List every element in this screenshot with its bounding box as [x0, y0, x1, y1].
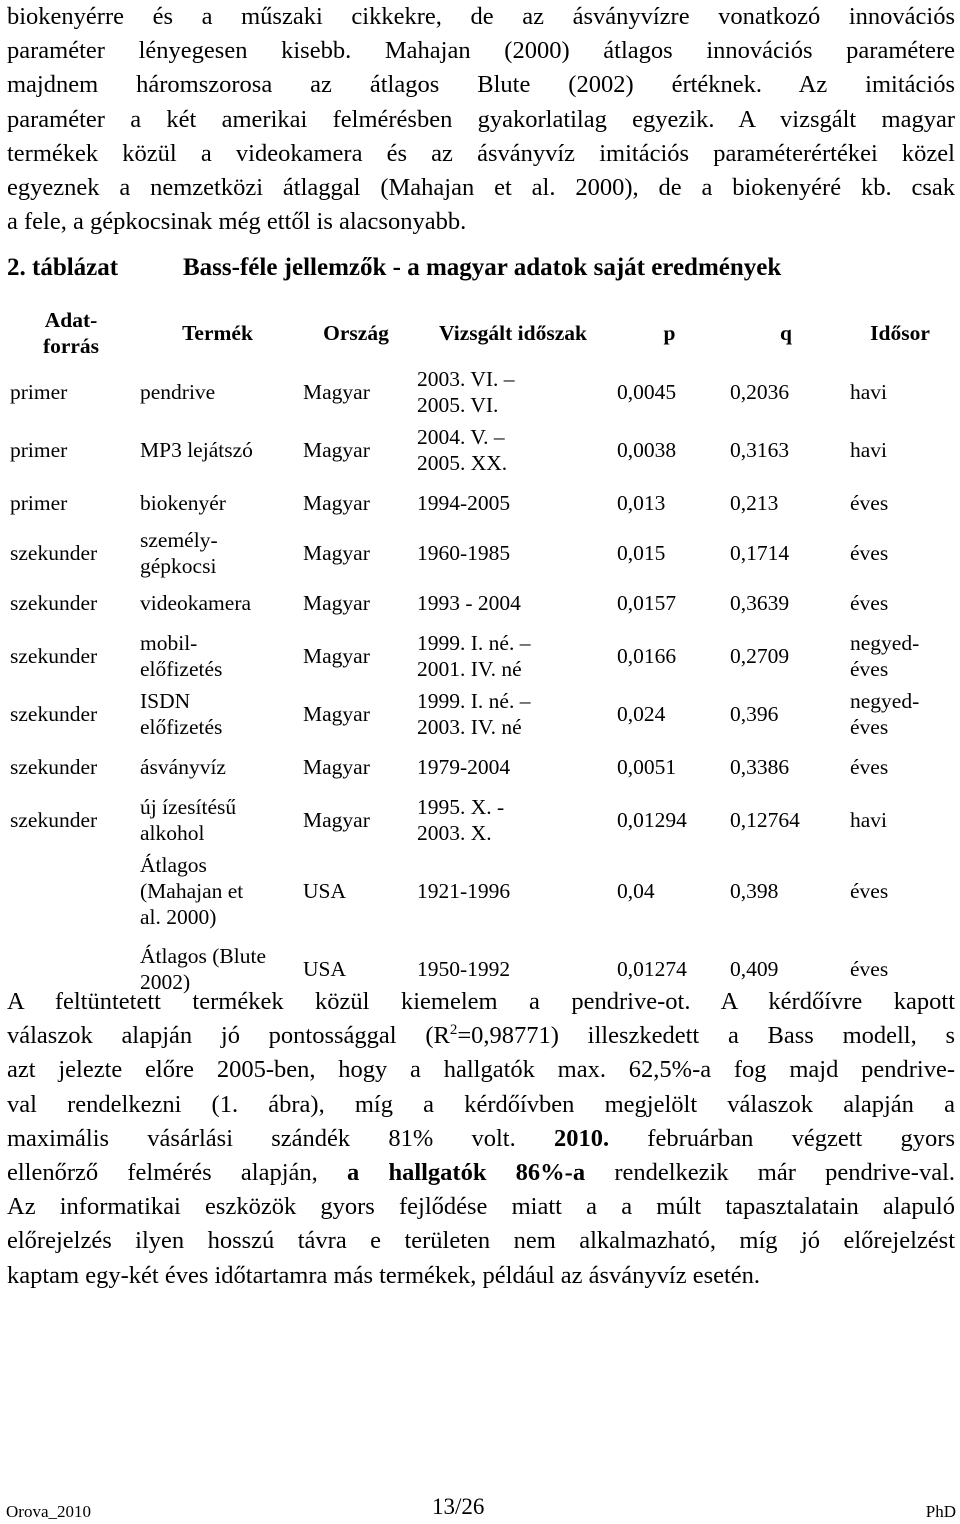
cell-source: primer — [10, 380, 68, 404]
conclusion-paragraph — [7, 985, 955, 1293]
header-q: q — [780, 321, 792, 345]
cell-q: 0,2709 — [730, 644, 790, 668]
cell-product: új ízesítésű alkohol — [140, 795, 237, 845]
cell-period: 1993 - 2004 — [417, 591, 521, 615]
cell-p: 0,0038 — [617, 438, 677, 462]
cell-country: Magyar — [303, 808, 370, 832]
bass-parameters-table — [6, 303, 954, 1005]
intro-line: biokenyérre és a műszaki cikkekre, de az ásványvízre vonatkozó innovációs — [7, 3, 955, 30]
cell-product: ásványvíz — [140, 755, 226, 779]
cell-source: szekunder — [10, 702, 98, 726]
cell-q: 0,3639 — [730, 591, 790, 615]
page-number: 13/26 — [432, 1494, 485, 1519]
cell-period: 1979-2004 — [417, 755, 511, 779]
cell-product: videokamera — [140, 591, 252, 615]
cell-series: havi — [850, 808, 888, 832]
cell-country: Magyar — [303, 644, 370, 668]
table-row — [6, 421, 954, 479]
table-number: 2. táblázat — [7, 254, 119, 281]
cell-series: éves — [850, 491, 889, 515]
cell-country: USA — [303, 957, 347, 981]
cell-p: 0,04 — [617, 879, 655, 903]
cell-source: szekunder — [10, 755, 98, 779]
cell-q: 0,1714 — [730, 541, 790, 565]
header-country: Ország — [323, 321, 389, 345]
cell-period: 1995. X. - 2003. X. — [417, 795, 505, 845]
cell-source: szekunder — [10, 808, 98, 832]
conclusion-line — [7, 1019, 955, 1053]
footer-author: Orova_2010 — [6, 1502, 91, 1521]
cell-product: pendrive — [140, 380, 216, 404]
conclusion-text: =0,98771) illeszkedett a Bass modell, s — [457, 1022, 955, 1050]
cell-source: szekunder — [10, 541, 98, 565]
intro-line: paraméter lényegesen kisebb. Mahajan (2000) átlagos innovációs paramétere — [7, 37, 955, 65]
cell-period: 1999. I. né. – 2001. IV. né — [417, 631, 531, 681]
cell-period: 1994-2005 — [417, 491, 511, 515]
cell-product: Átlagos (Mahajan et al. 2000) — [140, 853, 244, 929]
header-product: Termék — [182, 321, 253, 345]
cell-product: mobil- előfizetés — [140, 631, 223, 681]
table-row — [6, 627, 954, 685]
cell-q: 0,3163 — [730, 438, 790, 462]
cell-country: Magyar — [303, 755, 370, 779]
cell-country: Magyar — [303, 438, 370, 462]
conclusion-line: előrejelzés ilyen hosszú távra e területen nem alkalmazható, míg jó előrejelzést — [7, 1227, 955, 1255]
cell-series: éves — [850, 755, 889, 779]
cell-series: havi — [850, 380, 888, 404]
table-header-row — [6, 303, 954, 363]
cell-p: 0,0157 — [617, 591, 677, 615]
cell-p: 0,013 — [617, 491, 666, 515]
bold-year: 2010. — [553, 1124, 610, 1152]
conclusion-line: A feltüntetett termékek közül kiemelem a pendrive-ot. A kérdőívre kapott — [7, 988, 955, 1015]
header-series: Idősor — [870, 321, 930, 345]
cell-product: ISDN előfizetés — [140, 689, 223, 739]
table-row — [6, 479, 954, 527]
intro-line: a fele, a gépkocsinak még ettől is alacsonyabb. — [7, 208, 467, 236]
cell-period: 2003. VI. – 2005. VI. — [417, 367, 515, 417]
intro-line: majdnem háromszorosa az átlagos Blute (2002) értéknek. Az imitációs — [7, 71, 955, 99]
cell-period: 1960-1985 — [417, 541, 511, 565]
table-title: Bass-féle jellemzők - a magyar adatok saját eredmények — [183, 254, 782, 281]
header-p: p — [663, 321, 676, 345]
table-body — [6, 363, 954, 1005]
cell-source: primer — [10, 438, 68, 462]
cell-country: Magyar — [303, 541, 370, 565]
cell-series: éves — [850, 879, 889, 903]
cell-country: Magyar — [303, 380, 370, 404]
cell-p: 0,01294 — [617, 808, 687, 832]
cell-p: 0,01274 — [617, 957, 687, 981]
cell-country: Magyar — [303, 491, 370, 515]
cell-product: Átlagos (Blute 2002) — [140, 944, 266, 994]
cell-series: éves — [850, 591, 889, 615]
intro-line: paraméter a két amerikai felmérésben gyakorlatilag egyezik. A vizsgált magyar — [7, 105, 955, 133]
table-row — [6, 527, 954, 579]
cell-country: Magyar — [303, 702, 370, 726]
conclusion-line: azt jelezte előre 2005-ben, hogy a hallgatók max. 62,5%-a fog majd pendrive- — [7, 1056, 955, 1084]
conclusion-text: rendelkezik már pendrive-val. — [614, 1159, 956, 1187]
cell-q: 0,409 — [730, 957, 779, 981]
conclusion-line: val rendelkezni (1. ábra), míg a kérdőívben megjelölt válaszok alapján a — [7, 1090, 955, 1118]
cell-period: 2004. V. – 2005. XX. — [417, 425, 508, 475]
conclusion-text: válaszok alapján jó pontossággal (R — [7, 1022, 450, 1050]
cell-p: 0,015 — [617, 541, 666, 565]
cell-p: 0,0045 — [617, 380, 677, 404]
cell-q: 0,396 — [730, 702, 779, 726]
cell-q: 0,3386 — [730, 755, 790, 779]
header-source: Adat- forrás — [42, 308, 100, 358]
table-caption — [7, 254, 782, 282]
conclusion-line — [7, 1122, 955, 1156]
cell-period: 1999. I. né. – 2003. IV. né — [417, 689, 531, 739]
header-period: Vizsgált időszak — [439, 321, 587, 345]
cell-q: 0,12764 — [730, 808, 800, 832]
intro-line: termékek közül a videokamera és az ásványvíz imitációs paraméterértékei közel — [7, 139, 955, 167]
intro-line: egyeznek a nemzetközi átlaggal (Mahajan et al. 2000), de a biokenyéré kb. csak — [7, 174, 955, 202]
cell-series: negyed- éves — [850, 689, 920, 739]
table-row — [6, 363, 954, 421]
table-row — [6, 685, 954, 743]
cell-country: USA — [303, 879, 347, 903]
cell-series: éves — [850, 541, 889, 565]
cell-source: szekunder — [10, 591, 98, 615]
cell-source: szekunder — [10, 644, 98, 668]
cell-series: havi — [850, 438, 888, 462]
cell-p: 0,024 — [617, 702, 666, 726]
table-row — [6, 849, 954, 933]
cell-source — [6, 849, 136, 933]
conclusion-line: Az informatikai eszközök gyors fejlődése miatt a a múlt tapasztalatain alapuló — [7, 1193, 955, 1221]
cell-country: Magyar — [303, 591, 370, 615]
cell-p: 0,0166 — [617, 644, 677, 668]
table-row — [6, 791, 954, 849]
superscript: 2 — [449, 1022, 458, 1039]
table-row — [6, 579, 954, 627]
cell-product: biokenyér — [140, 491, 226, 515]
conclusion-line: kaptam egy-két éves időtartamra más termékek, például az ásványvíz esetén. — [7, 1261, 761, 1289]
cell-series: negyed- éves — [850, 631, 920, 681]
cell-source: primer — [10, 491, 68, 515]
cell-product: MP3 lejátszó — [140, 438, 253, 462]
cell-period: 1950-1992 — [417, 957, 511, 981]
cell-p: 0,0051 — [617, 755, 677, 779]
table-row — [6, 743, 954, 791]
conclusion-text: februárban végzett gyors — [647, 1124, 955, 1152]
conclusion-text: ellenőrző felmérés alapján, — [7, 1159, 318, 1187]
bold-highlight: a hallgatók 86%-a — [346, 1159, 586, 1187]
footer-degree: PhD — [925, 1502, 956, 1521]
cell-q: 0,213 — [730, 491, 779, 515]
conclusion-line — [7, 1156, 955, 1190]
conclusion-text: maximális vásárlási szándék 81% volt. — [7, 1124, 516, 1152]
cell-q: 0,2036 — [730, 380, 790, 404]
intro-paragraph — [7, 0, 955, 239]
page-footer — [0, 1494, 960, 1522]
cell-q: 0,398 — [730, 879, 779, 903]
cell-period: 1921-1996 — [417, 879, 511, 903]
cell-product: személy- gépkocsi — [140, 528, 218, 578]
cell-series: éves — [850, 957, 889, 981]
